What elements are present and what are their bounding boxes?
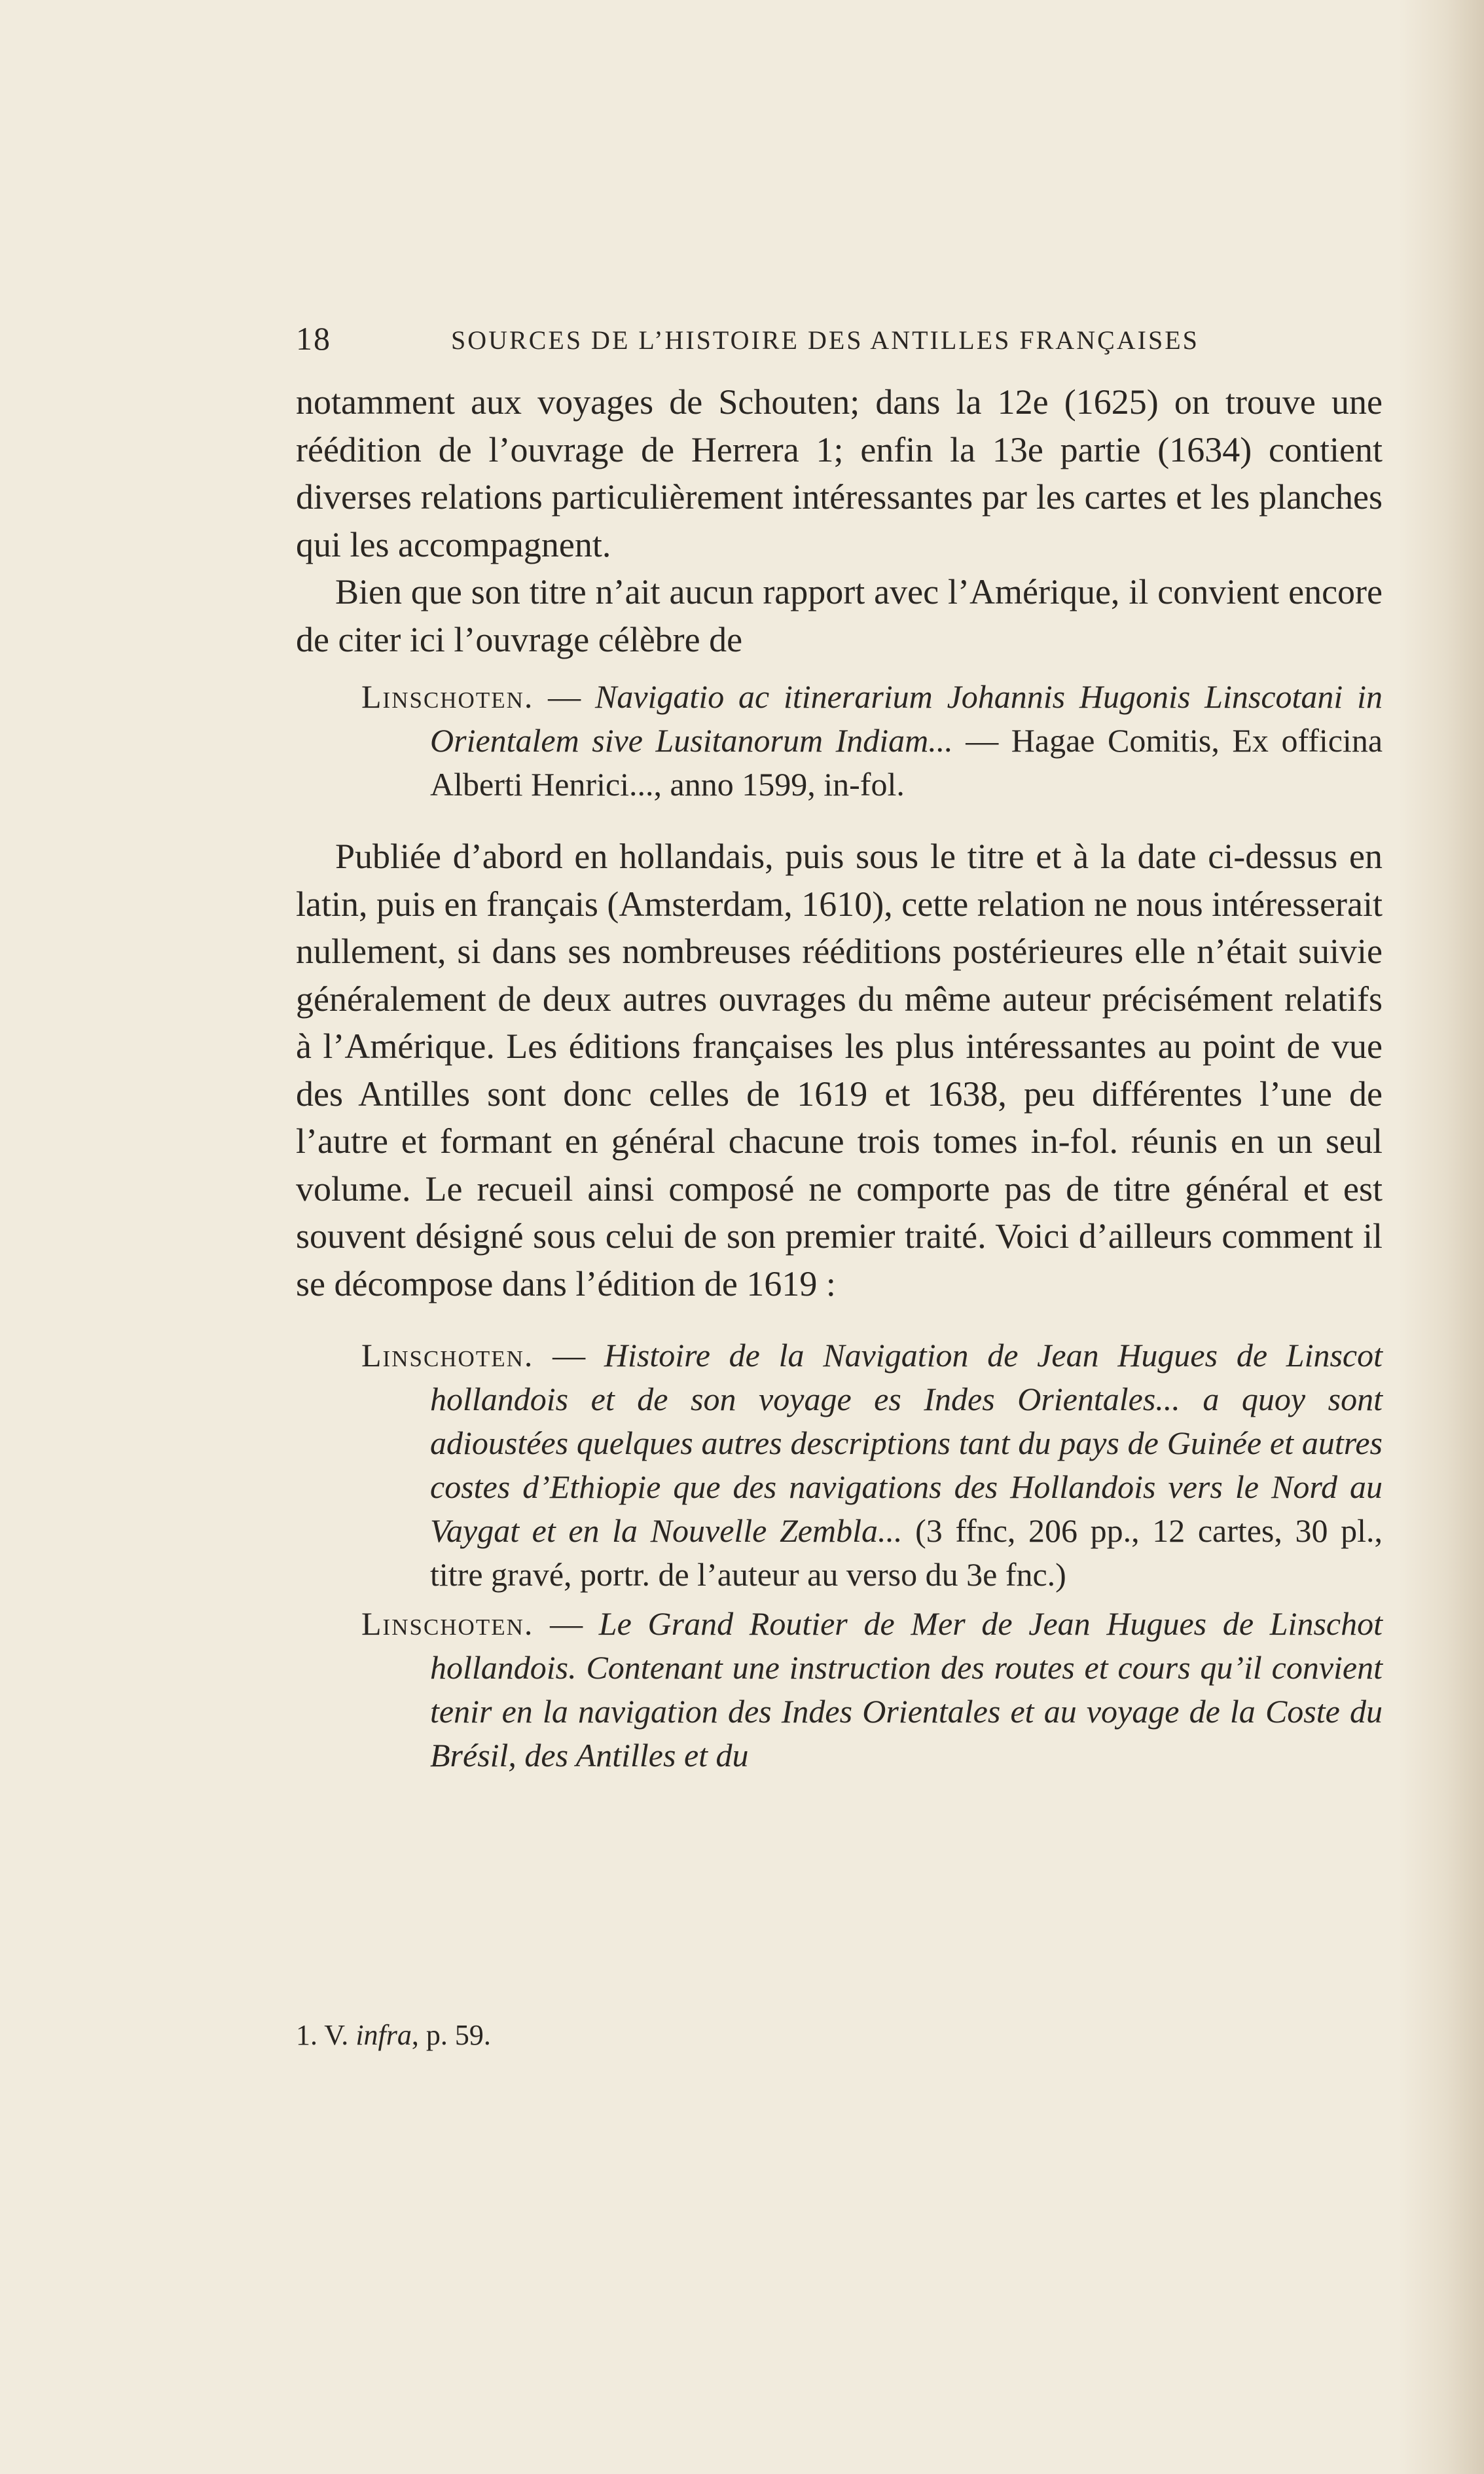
- entry-title: Navigatio ac itinerarium Johannis Hugonis Linscotani in Orientalem sive Lusitanorum Indiam...: [430, 678, 1383, 759]
- entry-collation: (3 ffnc, 206 pp., 12 cartes, 30 pl., titre gravé, portr. de l’auteur au verso du 3e fnc.): [430, 1512, 1383, 1593]
- bibliography-entry: [361, 1602, 1383, 1777]
- paragraph-main: Publiée d’abord en hollandais, puis sous le titre et à la date ci-dessus en latin, puis en français (Amsterdam, 1610), cette relation ne nous intéresserait nullement, si dans ses nombreuses rééditions postérieures elle n’était suivie généralement de deux autres ouvrages du même auteur précisément relatifs à l’Amérique. Les éditions françaises les plus intéressantes au point de vue des Antilles sont donc celles de 1619 et 1638, peu différentes l’une de l’autre et formant en général chacune trois tomes in-fol. réunis en un seul volume. Le recueil ainsi composé ne comporte pas de titre général et est souvent désigné sous celui de son premier traité. Voici d’ailleurs comment il se décompose dans l’édition de 1619 :: [296, 837, 1383, 1303]
- footnote-page: , p. 59.: [411, 2019, 491, 2051]
- entry-title: Le Grand Routier de Mer de Jean Hugues de Linschot hollandois. Contenant une instruction des routes et cours qu’il convient tenir en la navigation des Indes Orientales et au voyage de la Coste du Brésil, des Antilles et du: [430, 1605, 1383, 1774]
- entry-author: Linschoten.: [361, 1337, 534, 1373]
- page-number: 18: [296, 320, 331, 357]
- entry-author: Linschoten.: [361, 1605, 534, 1642]
- bibliography-entry: [361, 675, 1383, 807]
- entry-imprint: — Hagae Comitis, Ex officina Alberti Henrici..., anno 1599, in-fol.: [430, 722, 1383, 803]
- entry-dash: —: [534, 1605, 599, 1642]
- footnote-italic: infra: [355, 2019, 412, 2051]
- page-edge-shadow: [1399, 0, 1484, 2474]
- entry-dash: —: [534, 678, 595, 715]
- book-page: [296, 319, 1383, 2051]
- running-head: [296, 319, 1383, 365]
- footnote-text: V.: [317, 2019, 356, 2051]
- footnote: [296, 2018, 491, 2052]
- entry-title: Histoire de la Navigation de Jean Hugues de Linscot hollandois et de son voyage es Indes Orientales... a quoy sont adioustées quelques autres descriptions tant du pays de Guinée et autres costes d’Ethiopie que des navigations des Hollandois vers le Nord au Vaygat et en la Nouvelle Zembla...: [430, 1337, 1383, 1549]
- running-title: SOURCES DE L’HISTOIRE DES ANTILLES FRANÇAISES: [451, 325, 1199, 355]
- bibliography-entry: [361, 1334, 1383, 1597]
- footnote-number: 1.: [296, 2019, 317, 2051]
- entry-dash: —: [534, 1337, 604, 1373]
- paragraph-text: Bien que son titre n’ait aucun rapport avec l’Amérique, il convient encore de citer ici l’ouvrage célèbre de: [296, 572, 1383, 659]
- paragraph-intro: [296, 378, 1383, 663]
- entry-author: Linschoten.: [361, 678, 534, 715]
- paragraph-text: notamment aux voyages de Schouten; dans la 12e (1625) on trouve une réédition de l’ouvrage de Herrera 1; enfin la 13e partie (1634) contient diverses relations particulièrement intéressantes par les cartes et les planches qui les accompagnent.: [296, 382, 1383, 564]
